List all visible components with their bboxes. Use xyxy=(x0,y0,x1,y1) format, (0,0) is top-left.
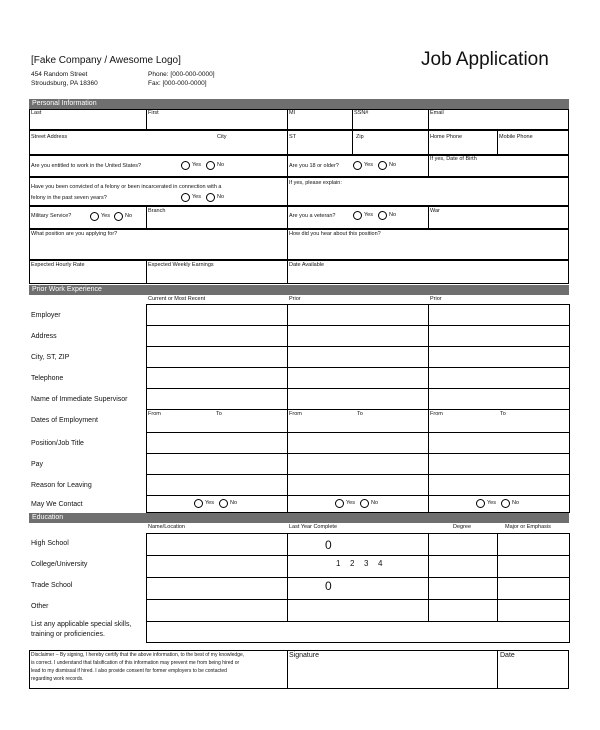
date-from-label: From xyxy=(148,411,161,417)
entitled-yes-radio[interactable] xyxy=(181,161,190,170)
work-row-label: Address xyxy=(31,333,57,340)
col-prior1-label: Prior xyxy=(289,296,301,302)
contact-prior2-no-radio[interactable] xyxy=(501,499,510,508)
contact-no-label: No xyxy=(371,500,379,506)
work-experience-header xyxy=(29,285,569,295)
edu-col-degree: Degree xyxy=(453,524,472,530)
work-row-label: May We Contact xyxy=(31,501,83,508)
edu-row-label: Trade School xyxy=(31,582,73,589)
disclaimer-line4: regarding work records. xyxy=(31,676,84,682)
mi-label: MI xyxy=(289,110,296,116)
dob-label: If yes, Date of Birth xyxy=(430,156,477,162)
city-label: City xyxy=(217,134,227,140)
personal-info-header xyxy=(29,99,569,109)
college-year-option: 2 xyxy=(350,559,355,568)
education-grid[interactable] xyxy=(146,533,570,643)
signature-field[interactable] xyxy=(288,660,497,688)
position-question: What position are you applying for? xyxy=(31,231,118,237)
company-name: [Fake Company / Awesome Logo] xyxy=(31,55,181,66)
veteran-question: Are you a veteran? xyxy=(289,213,336,219)
date-to-label: To xyxy=(500,411,506,417)
entitled-question: Are you entitled to work in the United States? xyxy=(31,163,142,169)
military-no-radio[interactable] xyxy=(114,212,123,221)
felony-yes-label: Yes xyxy=(192,194,201,200)
work-row-label: City, ST, ZIP xyxy=(31,354,70,361)
felony-question-line1: Have you been convicted of a felony or been incarcerated in connection with a xyxy=(31,184,222,190)
veteran-yes-radio[interactable] xyxy=(353,211,362,220)
age-no-radio[interactable] xyxy=(378,161,387,170)
contact-prior1-yes-radio[interactable] xyxy=(335,499,344,508)
edu-col-major: Major or Emphasis xyxy=(505,524,551,530)
date-from-label: From xyxy=(289,411,302,417)
edu-row-label: High School xyxy=(31,540,69,547)
work-row-label: Reason for Leaving xyxy=(31,482,92,489)
contact-yes-label: Yes xyxy=(346,500,355,506)
company-address-line2: Stroudsburg, PA 18360 xyxy=(31,80,98,87)
veteran-no-radio[interactable] xyxy=(378,211,387,220)
disclaimer-line1: Disclaimer – By signing, I hereby certify that the above information, to the best of my knowledge, xyxy=(31,652,245,658)
street-label: Street Address xyxy=(31,134,68,140)
ssn-label: SSN# xyxy=(354,110,369,116)
date-field[interactable] xyxy=(498,660,568,688)
date-from-label: From xyxy=(430,411,443,417)
weekly-earnings-label: Expected Weekly Earnings xyxy=(148,262,214,268)
disclaimer-line3: lead to my dismissal if hired. I also provide consent for former employers to be contacted xyxy=(31,668,227,674)
contact-prior2-yes-radio[interactable] xyxy=(476,499,485,508)
age-question: Are you 18 or older? xyxy=(289,163,339,169)
first-name-label: First xyxy=(148,110,159,116)
entitled-no-radio[interactable] xyxy=(206,161,215,170)
date-label: Date xyxy=(500,652,515,659)
college-year-option: 3 xyxy=(364,559,369,568)
name-row-fields[interactable] xyxy=(29,109,569,130)
veteran-yes-label: Yes xyxy=(364,212,373,218)
trade-last-year-value: 0 xyxy=(325,579,332,593)
work-row-label: Pay xyxy=(31,461,44,468)
company-fax: Fax: [000-000-0000] xyxy=(148,80,207,87)
address-row-fields[interactable] xyxy=(29,130,569,155)
work-experience-title: Prior Work Experience xyxy=(32,286,102,293)
edu-row-label: College/University xyxy=(31,561,88,568)
page-title: Job Application xyxy=(421,49,549,70)
personal-info-title: Personal Information xyxy=(32,100,97,107)
felony-no-label: No xyxy=(217,194,225,200)
branch-label: Branch xyxy=(148,208,166,214)
felony-no-radio[interactable] xyxy=(206,193,215,202)
contact-yes-label: Yes xyxy=(205,500,214,506)
felony-explain-label: If yes, please explain: xyxy=(289,180,342,186)
mobile-phone-label: Mobile Phone xyxy=(499,134,533,140)
education-header xyxy=(29,513,569,523)
contact-yes-label: Yes xyxy=(487,500,496,506)
skills-label-line1: List any applicable special skills, xyxy=(31,621,132,628)
email-label: Email xyxy=(430,110,444,116)
contact-no-label: No xyxy=(230,500,238,506)
work-row-label: Position/Job Title xyxy=(31,440,84,447)
education-title: Education xyxy=(32,514,64,521)
last-name-label: Last xyxy=(31,110,42,116)
military-question: Military Service? xyxy=(31,213,72,219)
felony-question-line2: felony in the past seven years? xyxy=(31,195,107,201)
contact-current-no-radio[interactable] xyxy=(219,499,228,508)
military-no-label: No xyxy=(125,213,133,219)
col-prior2-label: Prior xyxy=(430,296,442,302)
hourly-rate-label: Expected Hourly Rate xyxy=(31,262,85,268)
company-phone: Phone: [000-000-0000] xyxy=(148,71,215,78)
veteran-no-label: No xyxy=(389,212,397,218)
military-yes-label: Yes xyxy=(101,213,110,219)
contact-prior1-no-radio[interactable] xyxy=(360,499,369,508)
entitled-no-label: No xyxy=(217,162,225,168)
hear-question: How did you hear about this position? xyxy=(289,231,381,237)
state-label: ST xyxy=(289,134,297,140)
military-yes-radio[interactable] xyxy=(90,212,99,221)
age-yes-label: Yes xyxy=(364,162,373,168)
hs-last-year-value: 0 xyxy=(325,538,332,552)
college-year-option: 4 xyxy=(378,559,383,568)
age-no-label: No xyxy=(389,162,397,168)
contact-current-yes-radio[interactable] xyxy=(194,499,203,508)
war-label: War xyxy=(430,208,440,214)
col-current-label: Current or Most Recent xyxy=(148,296,206,302)
company-address-line1: 454 Random Street xyxy=(31,71,88,78)
signature-label: Signature xyxy=(289,652,319,659)
date-available-label: Date Available xyxy=(289,262,325,268)
date-to-label: To xyxy=(357,411,363,417)
skills-label-line2: training or proficiencies. xyxy=(31,631,105,638)
felony-yes-radio[interactable] xyxy=(181,193,190,202)
work-row-label: Employer xyxy=(31,312,61,319)
contact-no-label: No xyxy=(512,500,520,506)
edu-col-name: Name/Location xyxy=(148,524,185,530)
college-year-option: 1 xyxy=(336,559,341,568)
work-row-label: Dates of Employment xyxy=(31,417,98,424)
edu-col-last-year: Last Year Complete xyxy=(289,524,338,530)
zip-label: Zip xyxy=(356,134,364,140)
disclaimer-line2: is correct. I understand that falsification of this information may prevent me from being hired or xyxy=(31,660,240,666)
work-row-label: Telephone xyxy=(31,375,64,382)
home-phone-label: Home Phone xyxy=(430,134,463,140)
date-to-label: To xyxy=(216,411,222,417)
age-yes-radio[interactable] xyxy=(353,161,362,170)
entitled-yes-label: Yes xyxy=(192,162,201,168)
work-row-label: Name of Immediate Supervisor xyxy=(31,396,128,403)
edu-row-label: Other xyxy=(31,603,49,610)
